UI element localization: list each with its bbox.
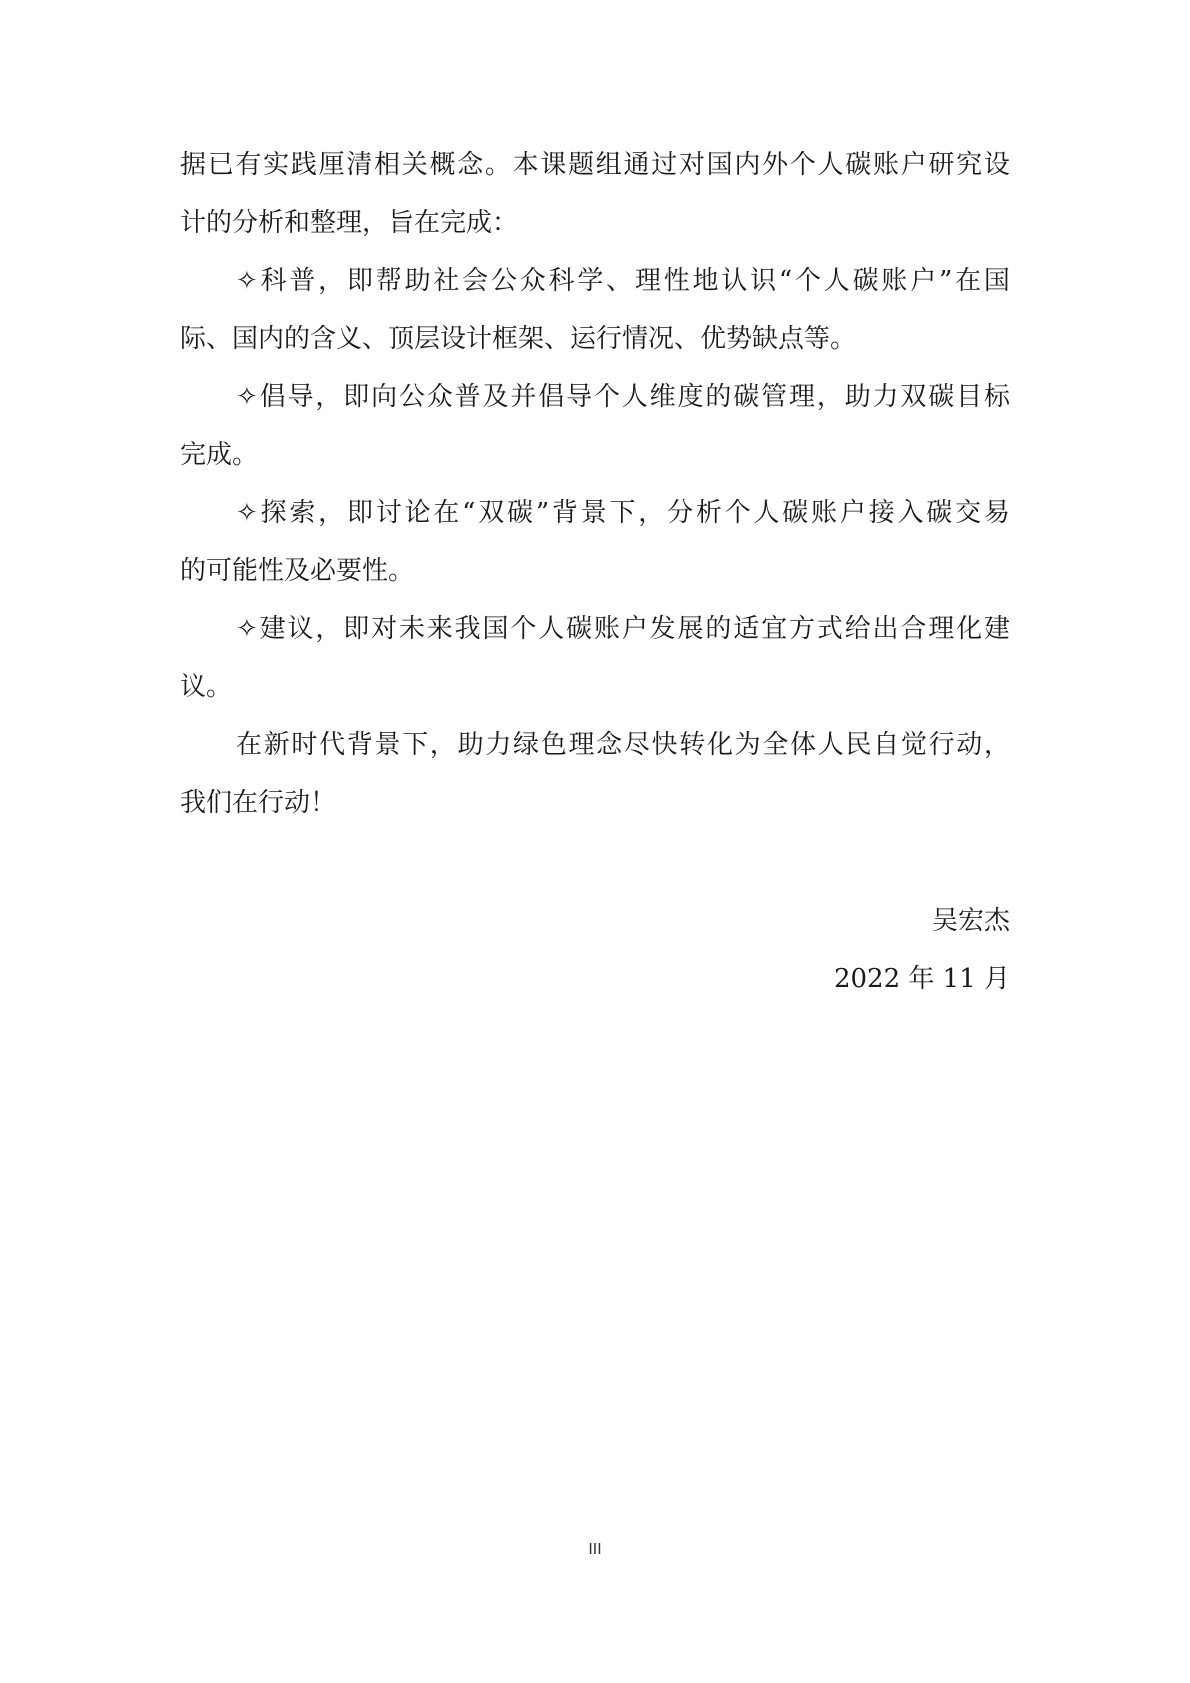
- signature-date: 2022 年 11 月: [833, 964, 1010, 994]
- body-line: 计的分析和整理，旨在完成：: [180, 208, 519, 238]
- closing-line: 在 新 时 代 背 景 下 ， 助 力 绿 色 理 念 尽 快 转 化 为 全 体 人 民 自 觉 行 动 ，: [236, 730, 1010, 760]
- signature-author: 吴宏杰: [931, 906, 1010, 936]
- bullet-line-explore: ✧ 探 索 ， 即 讨 论 在 “ 双 碳 ” 背 景 下 ， 分 析 个 人 碳 账 户 接 入 碳 交 易: [236, 498, 1010, 528]
- bullet-line-popularize: ✧ 科 普 ， 即 帮 助 社 会 公 众 科 学 、 理 性 地 认 识 “ 个 人 碳 账 户 ” 在 国: [236, 266, 1010, 296]
- body-line: 据 已 有 实 践 厘 清 相 关 概 念 。 本 课 题 组 通 过 对 国 内 外 个 人 碳 账 户 研 究 设: [180, 150, 1010, 180]
- body-line: 我们在行动！: [180, 788, 337, 818]
- body-line: 议。: [180, 672, 233, 702]
- page-number: III: [588, 1540, 602, 1558]
- bullet-line-suggest: ✧ 建 议 ， 即 对 未 来 我 国 个 人 碳 账 户 发 展 的 适 宜 方 式 给 出 合 理 化 建: [236, 614, 1010, 644]
- bullet-line-advocate: ✧ 倡 导 ， 即 向 公 众 普 及 并 倡 导 个 人 维 度 的 碳 管 理 ， 助 力 双 碳 目 标: [236, 382, 1010, 412]
- body-line: 际、国内的含义、顶层设计框架、运行情况、优势缺点等。: [180, 324, 857, 354]
- body-line: 的可能性及必要性。: [180, 556, 415, 586]
- body-line: 完成。: [180, 440, 259, 470]
